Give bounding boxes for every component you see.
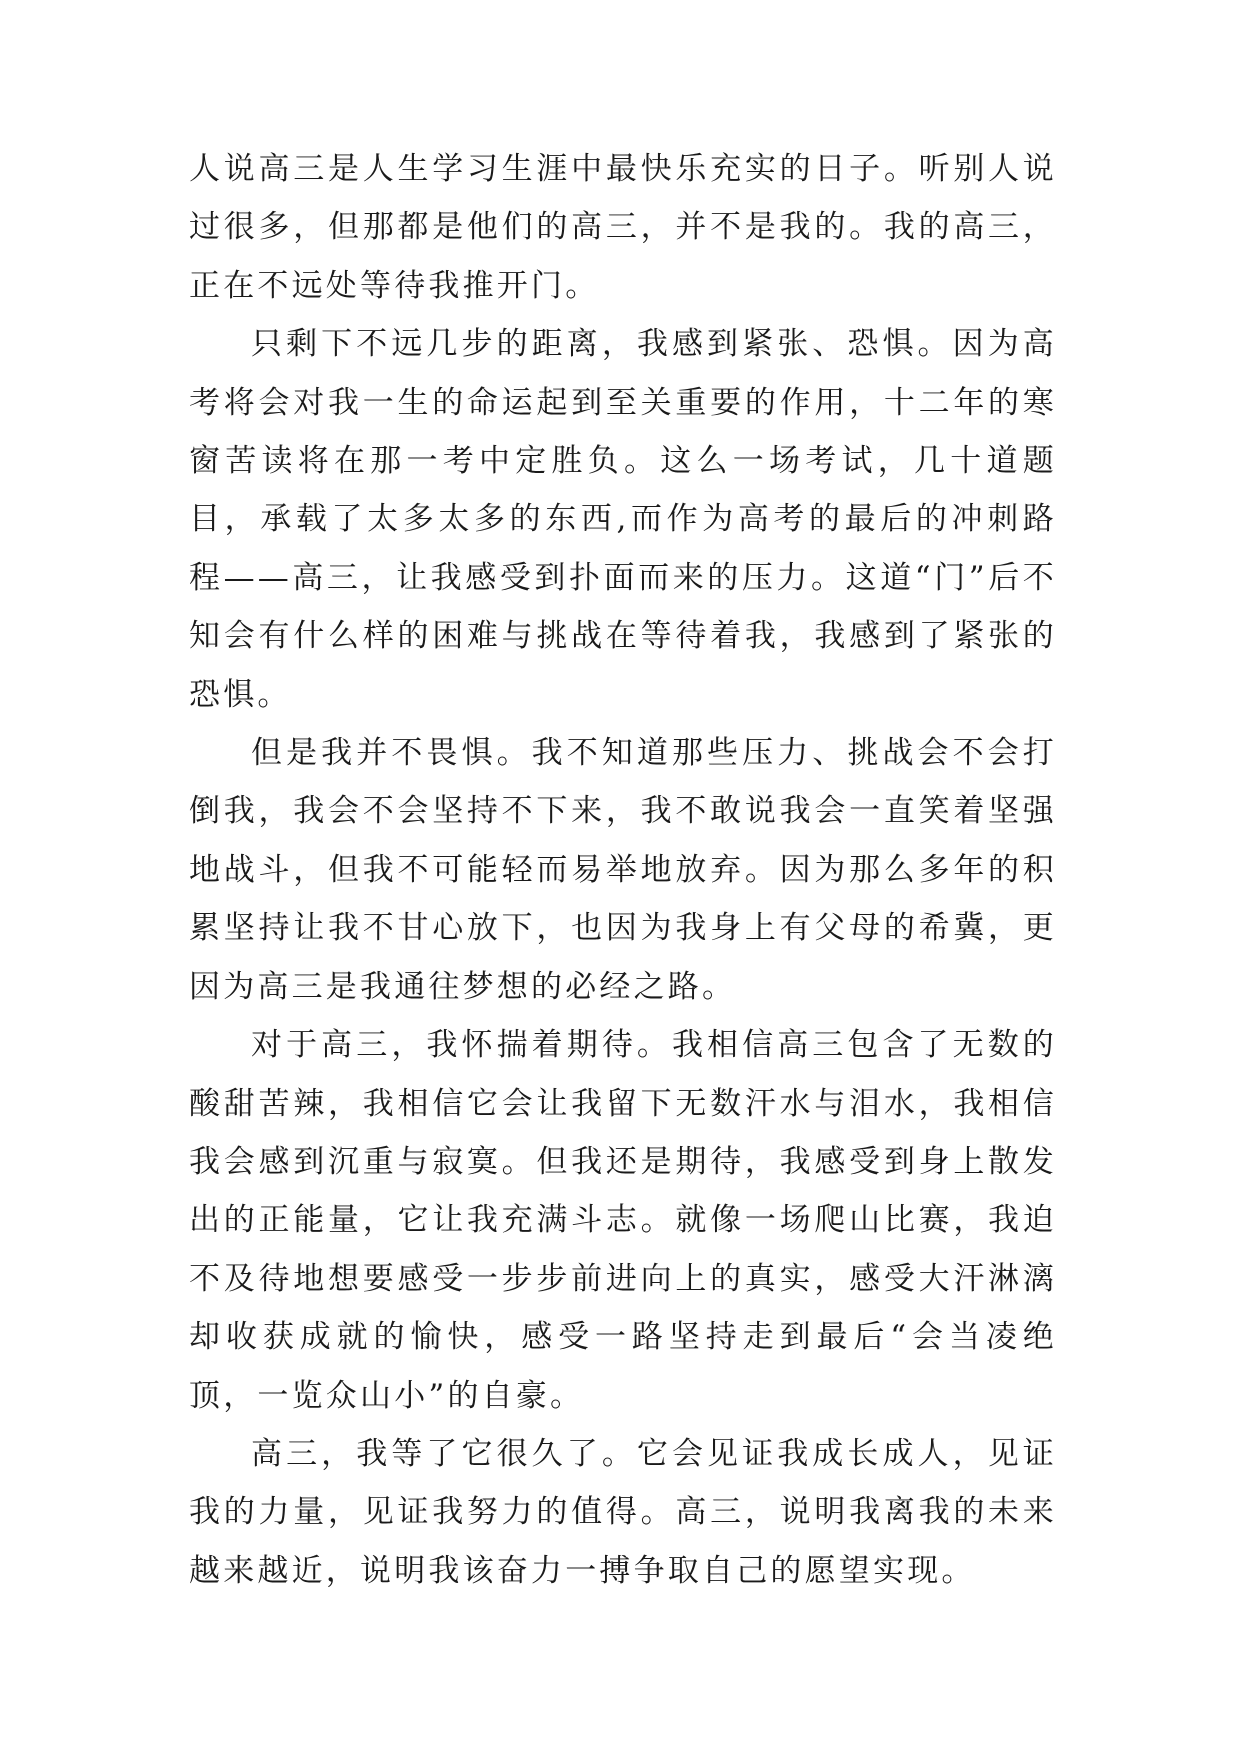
- paragraph-2: 只剩下不远几步的距离，我感到紧张、恐惧。因为高考将会对我一生的命运起到至关重要的作用，十二年的寒窗苦读将在那一考中定胜负。这么一场考试，几十道题目，承载了太多太多的东西,而作为高考的最后的冲刺路程——高三，让我感受到扑面而来的压力。这道“门”后不知会有什么样的困难与挑战在等待着我，我感到了紧张的恐惧。: [189, 326, 1057, 713]
- paragraph-3: 但是我并不畏惧。我不知道那些压力、挑战会不会打倒我，我会不会坚持不下来，我不敢说我会一直笑着坚强地战斗，但我不可能轻而易举地放弃。因为那么多年的积累坚持让我不甘心放下，也因为我身上有父母的希冀，更因为高三是我通往梦想的必经之路。: [189, 735, 1057, 1005]
- paragraph-4: 对于高三，我怀揣着期待。我相信高三包含了无数的酸甜苦辣，我相信它会让我留下无数汗水与泪水，我相信我会感到沉重与寂寞。但我还是期待，我感受到身上散发出的正能量，它让我充满斗志。就像一场爬山比赛，我迫不及待地想要感受一步步前进向上的真实，感受大汗淋漓却收获成就的愉快，感受一路坚持走到最后“会当凌绝顶，一览众山小”的自豪。: [189, 1027, 1057, 1414]
- paragraph-1: 人说高三是人生学习生涯中最快乐充实的日子。听别人说过很多，但那都是他们的高三，并不是我的。我的高三，正在不远处等待我推开门。: [189, 151, 1057, 304]
- document-body: [189, 140, 1057, 1600]
- paragraph-5: 高三，我等了它很久了。它会见证我成长成人，见证我的力量，见证我努力的值得。高三，说明我离我的未来越来越近，说明我该奋力一搏争取自己的愿望实现。: [189, 1435, 1057, 1589]
